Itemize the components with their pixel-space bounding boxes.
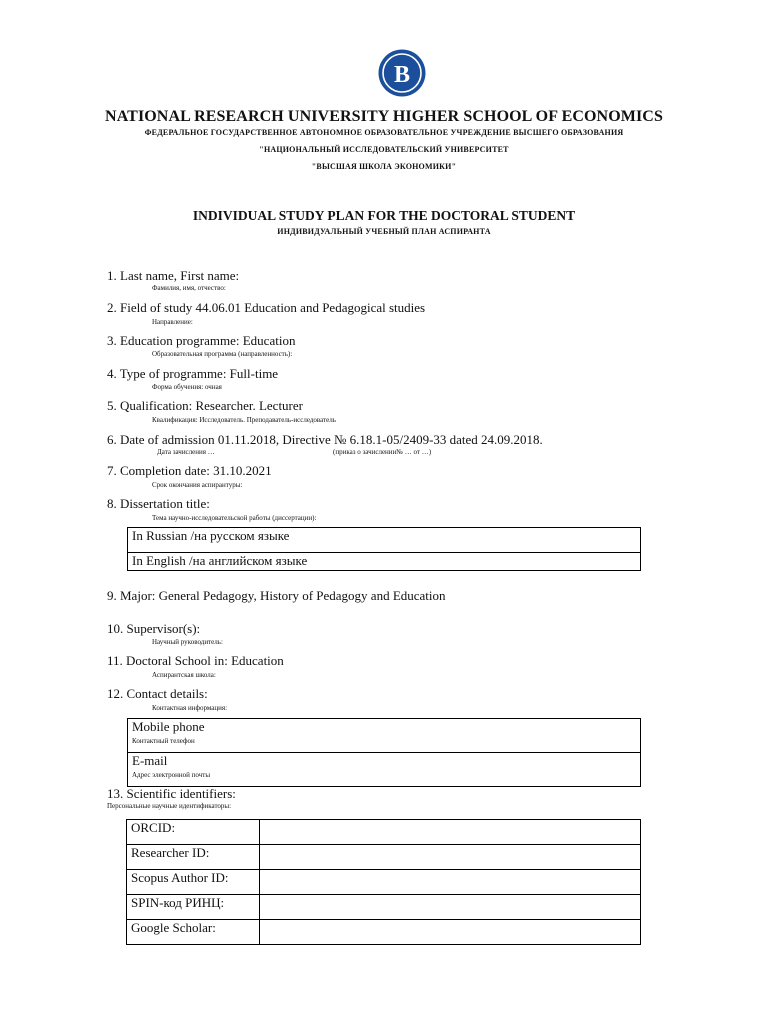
identifier-scopus-label: Scopus Author ID: xyxy=(127,870,260,895)
field-qualification-label: 5. Qualification: Researcher. Lecturer xyxy=(107,398,303,413)
field-admission-label: 6. Date of admission 01.11.2018, Directive № 6.18.1-05/2409-33 dated 24.09.2018. xyxy=(107,432,543,447)
field-contact-sub: Контактная информация: xyxy=(152,704,228,712)
field-qualification-sub: Квалификация: Исследователь. Преподаватель-исследователь xyxy=(152,416,336,424)
dissertation-table xyxy=(127,527,641,571)
university-ru-line-1: ФЕДЕРАЛЬНОЕ ГОСУДАРСТВЕННОЕ АВТОНОМНОЕ ОБРАЗОВАТЕЛЬНОЕ УЧРЕЖДЕНИЕ ВЫСШЕГО ОБРАЗОВАНИЯ xyxy=(144,128,624,137)
field-admission-sub-directive: (приказ о зачислении№ … от …) xyxy=(333,448,432,456)
field-major-label: 9. Major: General Pedagogy, History of Pedagogy and Education xyxy=(107,588,446,603)
contact-phone-cell[interactable] xyxy=(128,719,641,753)
contact-phone-sub: Контактный телефон xyxy=(132,737,195,745)
identifier-spin-label: SPIN-код РИНЦ: xyxy=(127,895,260,920)
dissertation-ru-cell[interactable]: In Russian /на русском языке xyxy=(128,528,641,553)
contact-table xyxy=(127,718,641,787)
field-programme-label: 3. Education programme: Education xyxy=(107,333,296,348)
field-completion-sub: Срок окончания аспирантуры: xyxy=(152,481,243,489)
field-supervisor-label: 10. Supervisor(s): xyxy=(107,621,201,636)
identifier-scopus-value[interactable] xyxy=(260,870,641,895)
hse-logo xyxy=(378,49,426,97)
identifiers-table xyxy=(126,819,641,945)
university-ru-line-3: "ВЫСШАЯ ШКОЛА ЭКОНОМИКИ" xyxy=(311,162,457,171)
plan-title: INDIVIDUAL STUDY PLAN FOR THE DOCTORAL STUDENT xyxy=(192,208,576,223)
university-ru-line-2: "НАЦИОНАЛЬНЫЙ ИССЛЕДОВАТЕЛЬСКИЙ УНИВЕРСИТЕТ xyxy=(259,145,509,154)
field-type-label: 4. Type of programme: Full-time xyxy=(107,366,279,381)
identifier-spin-value[interactable] xyxy=(260,895,641,920)
field-type-sub: Форма обучения: очная xyxy=(152,383,222,391)
field-school-sub: Аспирантская школа: xyxy=(152,671,216,679)
identifier-orcid-label: ORCID: xyxy=(127,820,260,845)
field-name-sub: Фамилия, имя, отчество: xyxy=(152,284,226,292)
field-dissertation-sub: Тема научно-исследовательской работы (диссертации): xyxy=(152,514,317,522)
plan-title-ru: ИНДИВИДУАЛЬНЫЙ УЧЕБНЫЙ ПЛАН АСПИРАНТА xyxy=(277,227,491,236)
field-supervisor-sub: Научный руководитель: xyxy=(152,638,223,646)
contact-phone-label: Mobile phone xyxy=(132,719,205,734)
identifier-researcher-id-value[interactable] xyxy=(260,845,641,870)
field-completion-label: 7. Completion date: 31.10.2021 xyxy=(107,463,272,478)
field-contact-label: 12. Contact details: xyxy=(107,686,208,701)
contact-email-cell[interactable] xyxy=(128,753,641,787)
field-study-label: 2. Field of study 44.06.01 Education and Pedagogical studies xyxy=(107,300,426,315)
field-identifiers-label: 13. Scientific identifiers: xyxy=(107,786,236,801)
identifier-researcher-id-label: Researcher ID: xyxy=(127,845,260,870)
field-identifiers-sub: Персональные научные идентификаторы: xyxy=(107,802,232,810)
field-programme-sub: Образовательная программа (направленность): xyxy=(152,350,293,358)
field-admission-sub: Дата зачисления … xyxy=(157,448,215,456)
field-name-label: 1. Last name, First name: xyxy=(107,268,240,283)
contact-email-sub: Адрес электронной почты xyxy=(132,771,211,779)
svg-text:В: В xyxy=(393,62,411,88)
identifier-google-scholar-value[interactable] xyxy=(260,920,641,945)
field-dissertation-label: 8. Dissertation title: xyxy=(107,496,210,511)
field-study-sub: Направление: xyxy=(152,318,193,326)
field-school-label: 11. Doctoral School in: Education xyxy=(107,653,284,668)
dissertation-en-cell[interactable]: In English /на английском языке xyxy=(128,553,641,571)
university-title: NATIONAL RESEARCH UNIVERSITY HIGHER SCHOOL OF ECONOMICS xyxy=(105,108,663,125)
contact-email-label: E-mail xyxy=(132,753,168,768)
identifier-orcid-value[interactable] xyxy=(260,820,641,845)
identifier-google-scholar-label: Google Scholar: xyxy=(127,920,260,945)
